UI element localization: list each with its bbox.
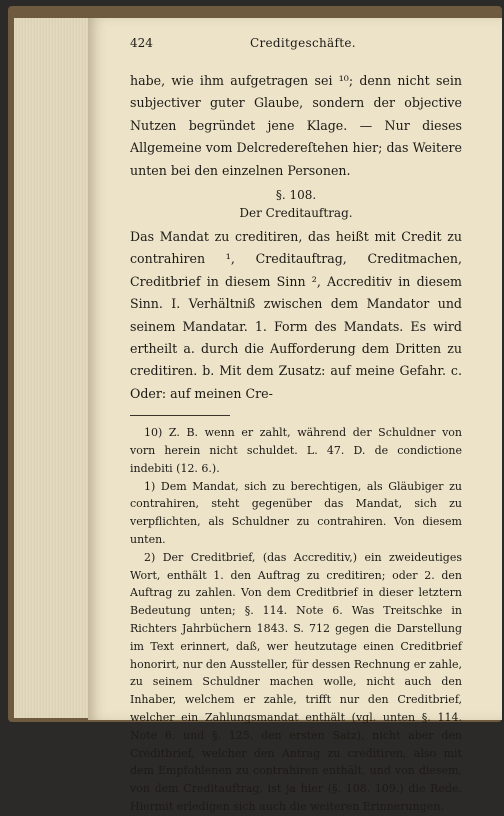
footnote-2: 2) Der Creditbrief, (das Accreditiv,) ein zweideutiges Wort, enthält 1. den Auftrag zu creditiren; oder 2. den Auftrag zu zahlen. Von dem Creditbrief in dieser letztern Bedeutung unten; §. 114. Note 6. Was Treitschke in Richters Jahrbüchern 1843. S. 712 gegen die Darstellung im Text erinnert, daß, wer heutzutage einen Creditbrief honorirt, nur den Aussteller, für dessen Rechnung er zahle, zu seinem Schuldner machen wolle, nicht auch den Inhaber, welchem er zahle, trifft nur den Creditbrief, welcher ein Zahlungsmandat enthält (vgl. unten §. 114. Note 6. und §. 125. den ersten Satz), nicht aber den Creditbrief, welcher den Antrag zu creditiren, also mit dem Empfohlenen zu contrahiren enthält, und von diesem, von dem Creditauftrag, ist ja hier (§. 108. 109.) die Rede. Hiermit erledigen sich auch die weiteren Erinnerungen. (130, 550, 462, 814)
footnotes (130, 424, 462, 816)
page-number: 424 (130, 36, 153, 50)
running-head: Creditgeschäfte. (250, 36, 356, 50)
section-number: §. 108. (275, 188, 317, 203)
paragraph-2: Das Mandat zu creditiren, das heißt mit Credit zu contrahiren ¹, Creditauftrag, Creditmachen, Creditbrief in diesem Sinn ², Accreditiv in diesem Sinn. I. Verhältniß zwischen dem Mandator und seinem Mandatar. 1. Form des Mandats. Es wird ertheilt a. durch die Aufforderung dem Dritten zu creditiren. b. Mit dem Zusatz: auf meine Gefahr. c. Oder: auf meinen Cre- (130, 229, 462, 401)
footnote-10: 10) Z. B. wenn er zahlt, während der Schuldner von vorn herein nicht schuldet. L. 47. D. de condictione indebiti (12. 6.). (130, 426, 462, 475)
footnote-rule (130, 415, 230, 416)
book-page (88, 18, 502, 814)
page-text (130, 36, 462, 816)
page-header (130, 36, 462, 58)
body-text (130, 70, 462, 405)
paragraph-1: habe, wie ihm aufgetragen sei ¹⁰; denn nicht sein subjectiver guter Glaube, sondern der objective Nutzen begründet jene Klage. — Nur dieses Allgemeine vom Delcredereſtehen hier; das Weitere unten bei den einzelnen Personen. (130, 73, 462, 178)
footnote-1: 1) Dem Mandat, sich zu berechtigen, als Gläubiger zu contrahiren, steht gegenüber das Mandat, sich zu verpflichten, als Schuldner zu contrahiren. Von diesem unten. (130, 479, 462, 547)
section-title: Der Creditauftrag. (239, 206, 353, 221)
page-edges (14, 18, 94, 718)
